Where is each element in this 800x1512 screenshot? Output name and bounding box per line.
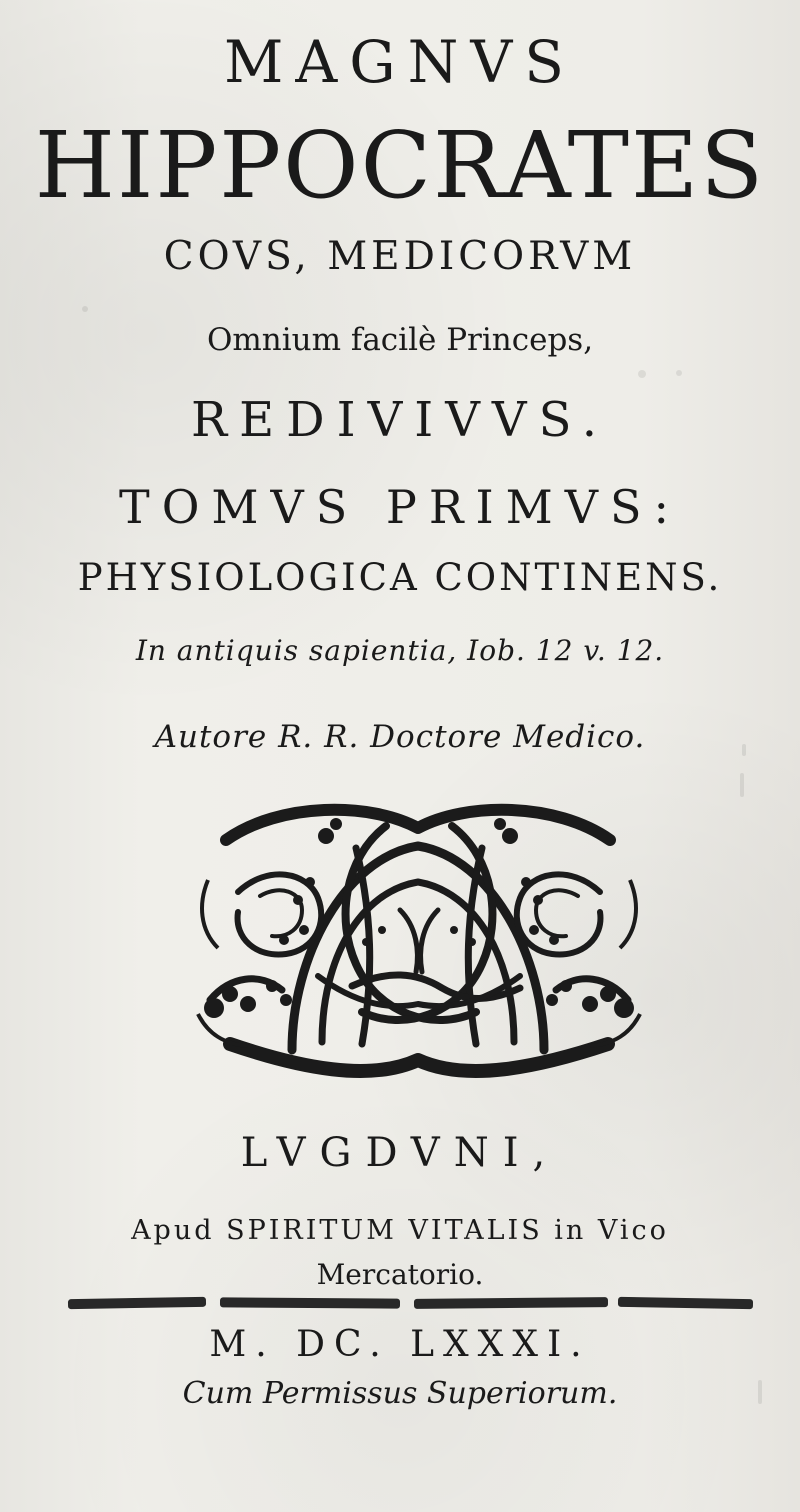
imprint-place: LVGDVNI,	[240, 1130, 560, 1176]
publisher-line-2: Mercatorio.	[316, 1258, 484, 1291]
paper-spot	[676, 370, 682, 376]
title-line-quote: In antiquis sapientia, Iob. 12 v. 12.	[135, 634, 665, 667]
title-line-tomus-primus: TOMVS PRIMVS:	[119, 480, 681, 534]
divider-rule	[618, 1297, 753, 1309]
paper-spot	[638, 370, 646, 378]
title-line-princeps: Omnium facilè Princeps,	[206, 322, 594, 358]
divider-rule	[68, 1297, 206, 1309]
title-line-redivivus: REDIVIVVS.	[190, 392, 609, 448]
floral-monogram-icon	[190, 794, 648, 1106]
title-line-physiologica: PHYSIOLOGICA CONTINENS.	[77, 556, 723, 599]
permission-line: Cum Permissus Superiorum.	[182, 1376, 618, 1411]
publisher-line-1: Apud SPIRITUM VITALIS in Vico	[131, 1215, 669, 1246]
title-line-hippocrates: HIPPOCRATES	[34, 112, 766, 219]
title-line-author: Autore R. R. Doctore Medico.	[154, 719, 646, 755]
paper-spot	[82, 306, 88, 312]
divider-rule	[414, 1297, 608, 1309]
divider-rule	[220, 1297, 400, 1308]
paper-mark	[740, 773, 744, 797]
title-line-magnus: MAGNVS	[224, 28, 576, 96]
title-line-cous-medicorum: COVS, MEDICORVM	[163, 234, 637, 279]
imprint-year: M. DC. LXXXI.	[209, 1324, 591, 1365]
